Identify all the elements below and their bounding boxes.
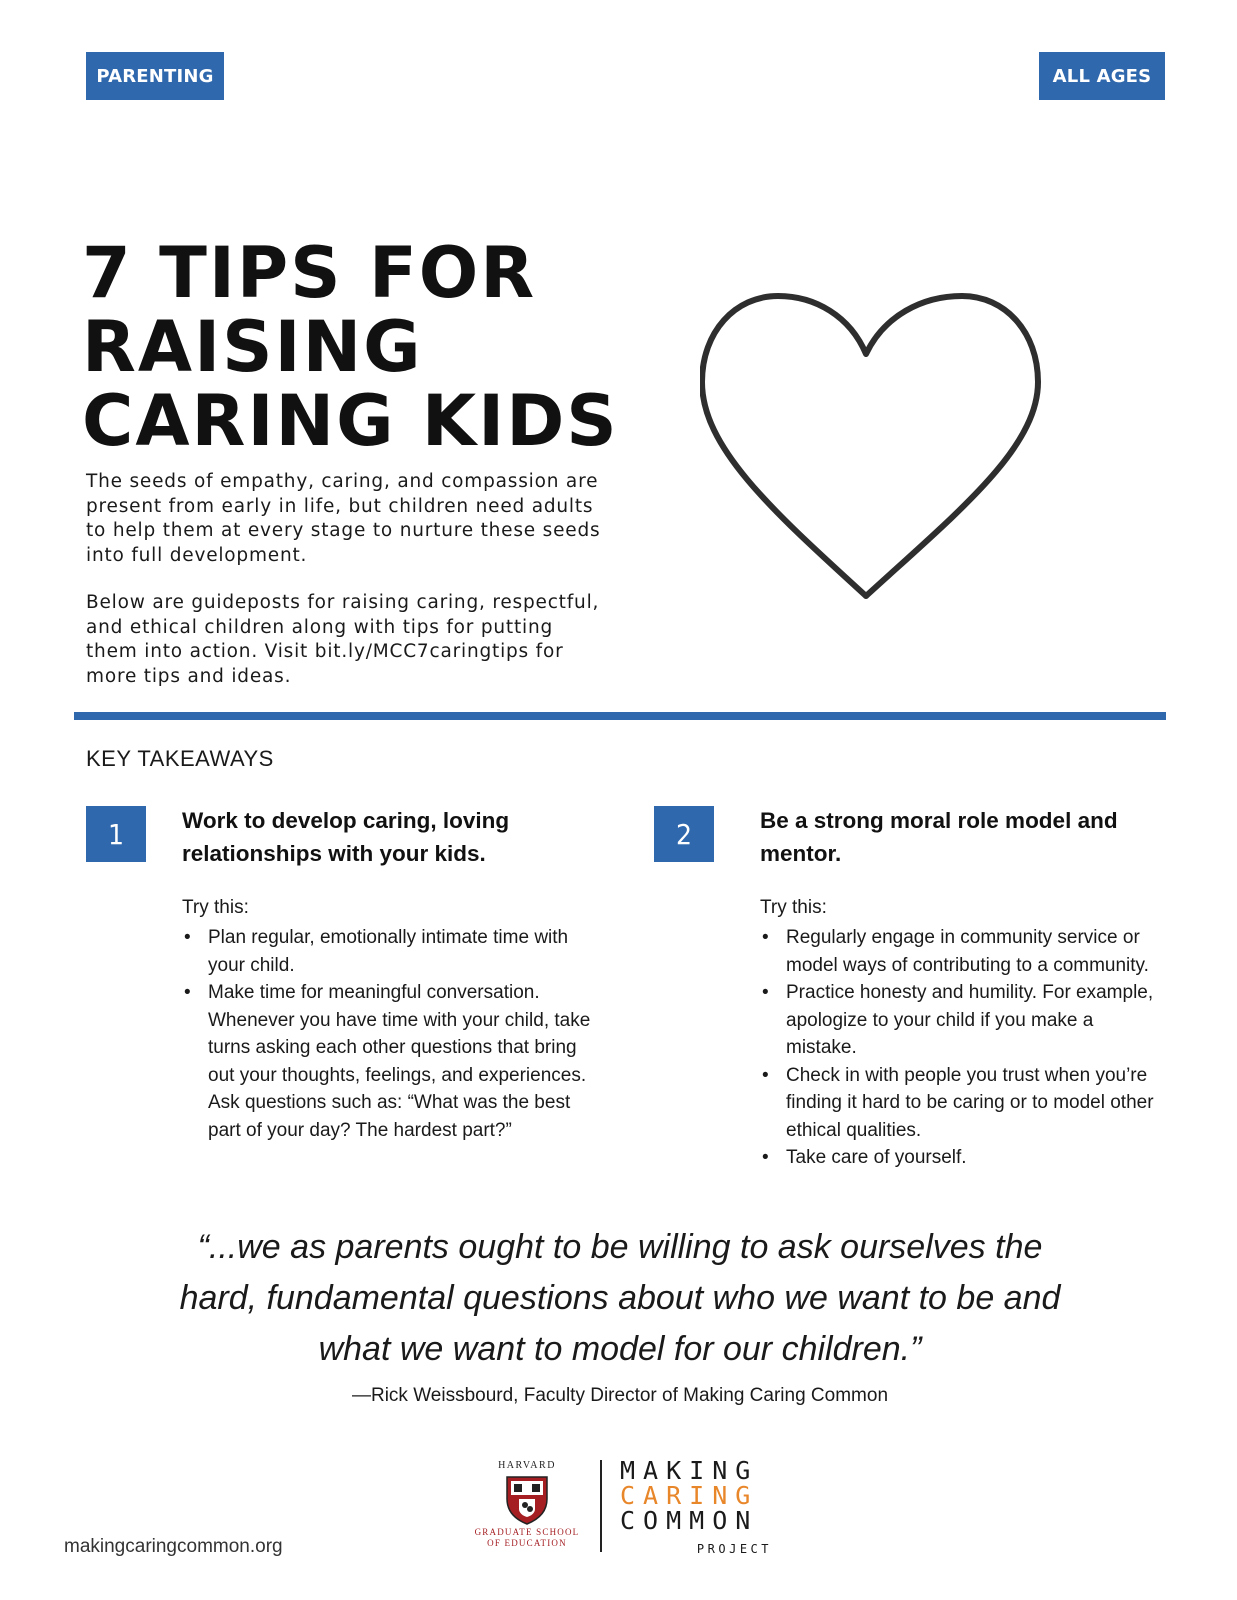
harvard-shield-icon [505, 1475, 549, 1525]
tip-2-list [760, 924, 1160, 1172]
website-link[interactable]: makingcaringcommon.org [64, 1536, 283, 1557]
mcc-caring: CARING [620, 1481, 759, 1510]
title-line-3: CARING KIDS [82, 380, 619, 462]
tip-2-try-label: Try this: [760, 897, 827, 918]
list-item: • Plan regular, emotionally intimate time with your child. [182, 924, 602, 979]
logo-divider [600, 1460, 602, 1552]
quote-line-3: what we want to model for our children.” [318, 1330, 922, 1368]
page-title [82, 232, 642, 462]
tip-1-heading: Work to develop caring, loving relationships with your kids. [182, 808, 510, 866]
mcc-making: MAKING [620, 1456, 759, 1485]
intro-paragraph-1: The seeds of empathy, caring, and compassion are present from early in life, but children need adults to help them at every stage to nurture these seeds into full development. [86, 471, 601, 566]
making-caring-common-logo [620, 1458, 780, 1562]
tip-number-2: 2 [654, 806, 714, 862]
title-line-1: 7 TIPS FOR [82, 232, 537, 314]
harvard-gse-logo [468, 1460, 586, 1560]
harvard-wordmark: HARVARD [498, 1460, 556, 1471]
quote-line-2: hard, fundamental questions about who we want to be and [179, 1279, 1061, 1317]
quote-line-1: “...we as parents ought to be willing to ask ourselves the [197, 1228, 1043, 1266]
heart-outline-icon [700, 290, 1070, 620]
harvard-gse-text-2: OF EDUCATION [487, 1538, 567, 1548]
tip-1-try-label: Try this: [182, 897, 249, 918]
category-tag-parenting: PARENTING [86, 52, 224, 100]
intro-paragraph-2: Below are guideposts for raising caring, respectful, and ethical children along with tips for putting them into action. Visit bit.ly/MCC7caringtips for more tips and ideas. [86, 592, 600, 687]
key-takeaways-label: KEY TAKEAWAYS [86, 746, 274, 771]
tip-1-list [182, 924, 602, 1144]
list-item: • Practice honesty and humility. For example, apologize to your child if you make a mistake. [760, 979, 1160, 1062]
harvard-gse-text-1: GRADUATE SCHOOL [474, 1527, 580, 1537]
list-item: • Take care of yourself. [760, 1144, 1160, 1172]
list-item: • Regularly engage in community service or model ways of contributing to a community. [760, 924, 1160, 979]
tip-2-heading: Be a strong moral role model and mentor. [760, 808, 1118, 866]
section-divider [74, 712, 1166, 720]
title-line-2: RAISING [82, 306, 423, 388]
pull-quote [120, 1222, 1120, 1375]
list-item: • Make time for meaningful conversation. Whenever you have time with your child, take turns asking each other questions that bring out your thoughts, feelings, and experiences. Ask questions such as: “What was the best part of your day? The hardest part?” [182, 979, 602, 1144]
quote-attribution: —Rick Weissbourd, Faculty Director of Making Caring Common [351, 1385, 889, 1406]
age-tag-all-ages: ALL AGES [1039, 52, 1165, 100]
tip-number-1: 1 [86, 806, 146, 862]
mcc-common: COMMON [620, 1506, 759, 1535]
list-item: • Check in with people you trust when you’re finding it hard to be caring or to model other ethical qualities. [760, 1062, 1160, 1145]
mcc-project: PROJECT [696, 1542, 772, 1556]
